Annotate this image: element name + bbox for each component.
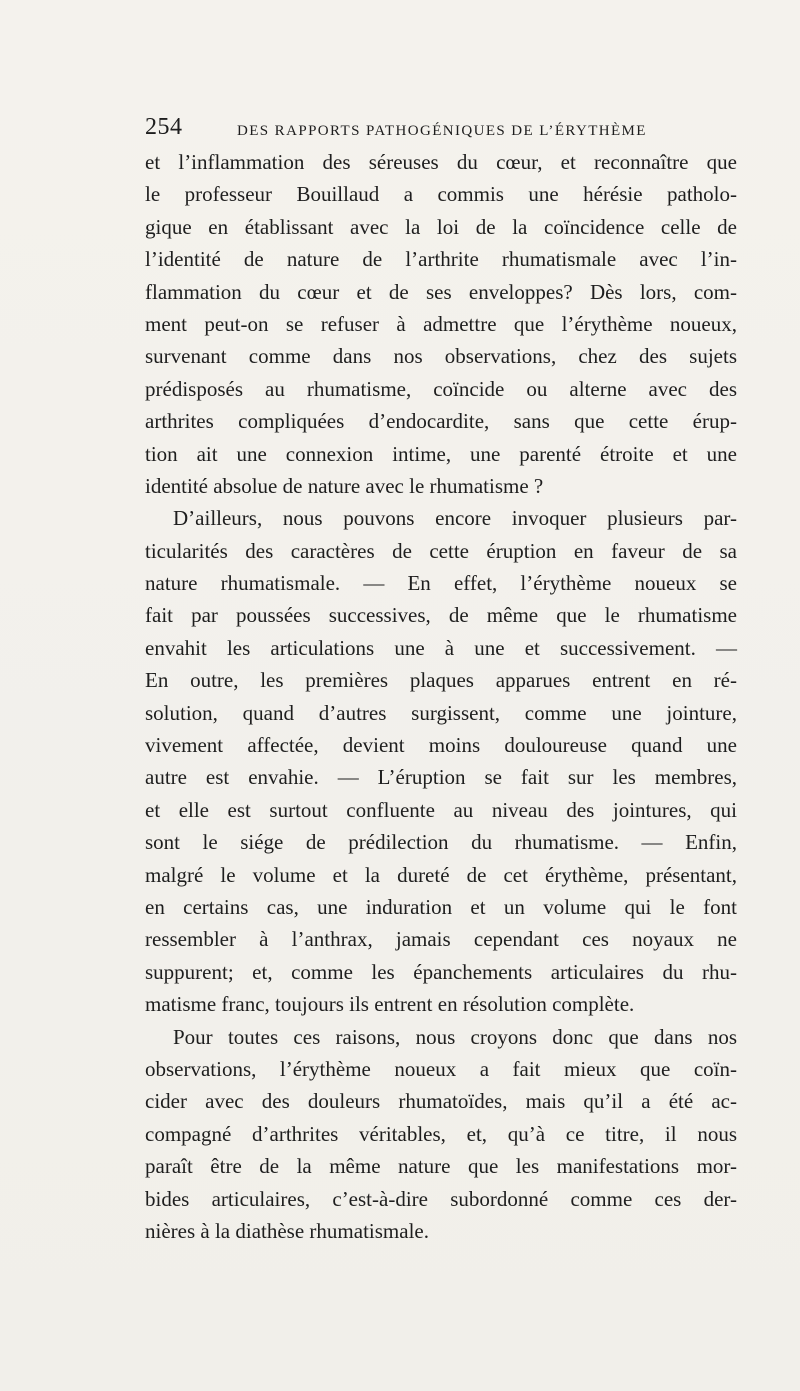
text-line: ressembler à l’anthrax, jamais cependant ces noyaux ne <box>145 927 737 952</box>
text-line: ment peut-on se refuser à admettre que l’érythème noueux, <box>145 311 737 336</box>
text-line: Pour toutes ces raisons, nous croyons donc que dans nos <box>173 1024 737 1049</box>
text-line: bides articulaires, c’est-à-dire subordonné comme ces der- <box>145 1186 737 1211</box>
page-header <box>145 114 735 150</box>
text-line: paraît être de la même nature que les manifestations mor- <box>145 1154 737 1179</box>
text-line: fait par poussées successives, de même que le rhumatisme <box>145 603 737 628</box>
text-line: malgré le volume et la dureté de cet érythème, présentant, <box>145 862 737 887</box>
running-head: DES RAPPORTS PATHOGÉNIQUES DE L’ÉRYTHÈME <box>237 123 647 139</box>
text-line: nières à la diathèse rhumatismale. <box>145 1218 429 1243</box>
text-line: sont le siége de prédilection du rhumatisme. — Enfin, <box>145 830 737 855</box>
text-line: solution, quand d’autres surgissent, comme une jointure, <box>145 700 737 725</box>
text-line: cider avec des douleurs rhumatoïdes, mais qu’il a été ac- <box>145 1089 737 1114</box>
text-line: flammation du cœur et de ses enveloppes? Dès lors, com- <box>145 279 737 304</box>
page-number: 254 <box>145 114 183 140</box>
text-line: nature rhumatismale. — En effet, l’érythème noueux se <box>145 571 737 596</box>
text-line: identité absolue de nature avec le rhumatisme ? <box>145 473 544 498</box>
text-line: et elle est surtout confluente au niveau des jointures, qui <box>145 797 737 822</box>
text-line: ticularités des caractères de cette éruption en faveur de sa <box>145 538 737 563</box>
text-line: suppurent; et, comme les épanchements articulaires du rhu- <box>145 959 737 984</box>
text-line: En outre, les premières plaques apparues entrent en ré- <box>145 668 737 693</box>
text-line: le professeur Bouillaud a commis une hérésie patholo- <box>145 182 737 207</box>
text-line: observations, l’érythème noueux a fait mieux que coïn- <box>145 1056 737 1081</box>
text-line: survenant comme dans nos observations, chez des sujets <box>145 344 737 369</box>
text-line: l’identité de nature de l’arthrite rhumatismale avec l’in- <box>145 247 737 272</box>
text-line: D’ailleurs, nous pouvons encore invoquer plusieurs par- <box>173 506 737 531</box>
text-line: arthrites compliquées d’endocardite, sans que cette érup- <box>145 409 737 434</box>
text-line: et l’inflammation des séreuses du cœur, et reconnaître que <box>145 150 737 174</box>
text-line: gique en établissant avec la loi de la coïncidence celle de <box>145 214 737 239</box>
text-line: en certains cas, une induration et un volume qui le font <box>145 894 737 919</box>
text-line: matisme franc, toujours ils entrent en résolution complète. <box>145 992 635 1017</box>
text-line: prédisposés au rhumatisme, coïncide ou alterne avec des <box>145 376 737 401</box>
body-text <box>145 146 737 1247</box>
text-line: envahit les articulations une à une et successivement. — <box>145 635 737 660</box>
text-line: compagné d’arthrites véritables, et, qu’à ce titre, il nous <box>145 1121 737 1146</box>
text-line: autre est envahie. — L’éruption se fait sur les membres, <box>145 765 737 790</box>
text-line: tion ait une connexion intime, une parenté étroite et une <box>145 441 737 466</box>
text-line: vivement affectée, devient moins douloureuse quand une <box>145 733 737 758</box>
